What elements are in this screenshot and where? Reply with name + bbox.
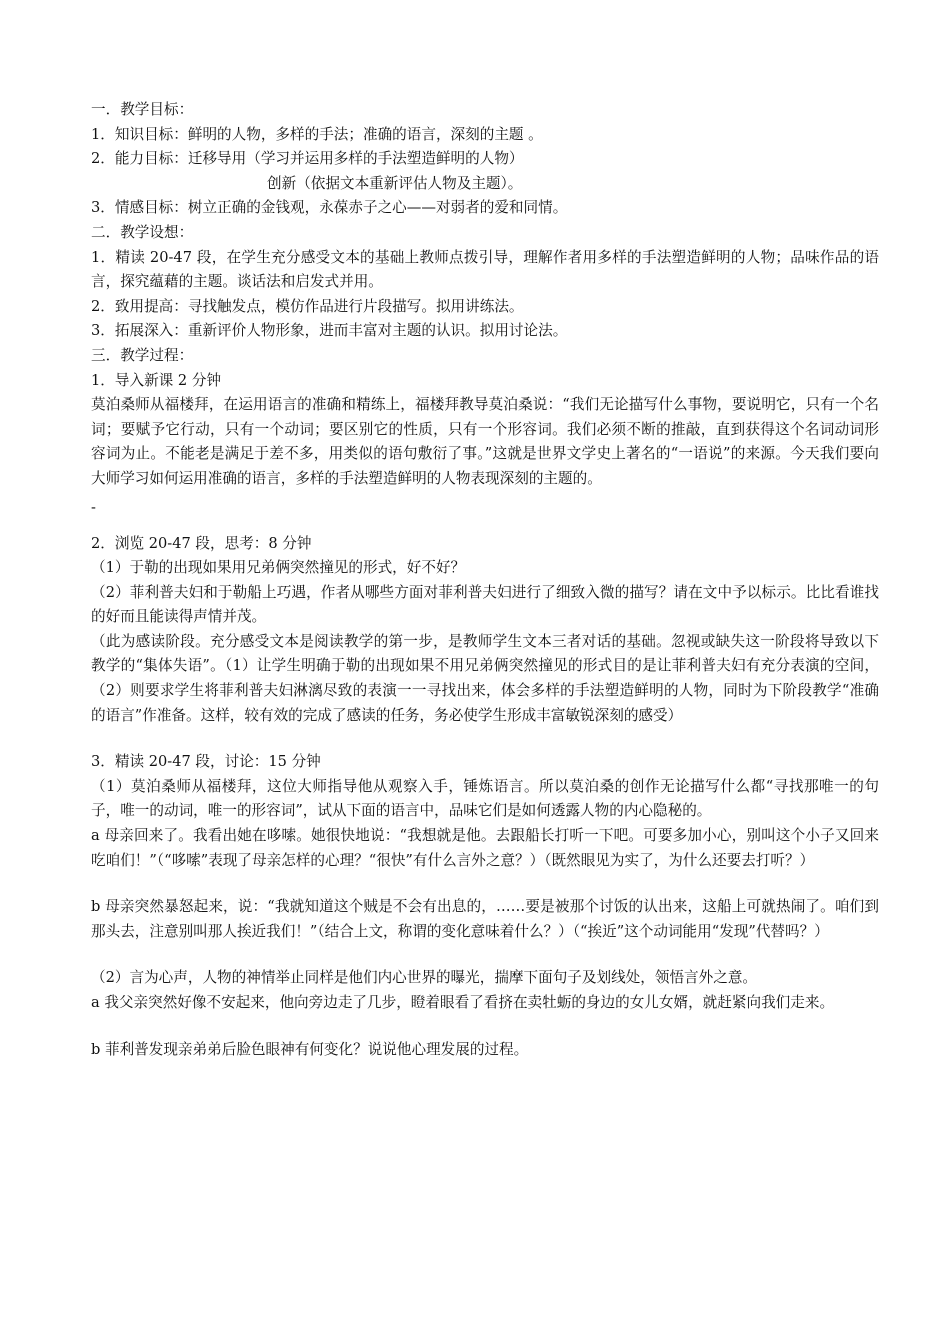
step1-text: 莫泊桑师从福楼拜，在运用语言的准确和精练上，福楼拜教导莫泊桑说：“我们无论描写什么事物，要说明它，只有一个名词；要赋予它行动，只有一个动词；要区别它的性质，只有一个形容词。我们必须不断的推敲，直到获得这个名词动词形容词为止。不能老是满足于差不多，用类似的语句敷衍了事。”这就是世界文学史上著名的“一语说”的来源。今天我们要向大师学习如何运用准确的语言，多样的手法塑造鲜明的人物表现深刻的主题的。 — [91, 396, 879, 487]
step2-question-1: （1）于勒的出现如果用兄弟俩突然撞见的形式，好不好？ — [91, 559, 466, 577]
step2-question-2: （2）菲利普夫妇和于勒船上巧遇，作者从哪些方面对菲利普夫妇进行了细致入微的描写？请在文中予以标示。比比看谁找的好而且能读得声情并茂。 — [91, 583, 879, 626]
step2-note: （此为感读阶段。充分感受文本是阅读教学的第一步，是教师学生文本三者对话的基础。忽视或缺失这一阶段将导致以下教学的“集体失语”。（1）让学生明确于勒的出现如果不用兄弟俩突然撞见的形式目的是让菲利普夫妇有充分表演的空间，（2）则要求学生将菲利普夫妇淋漓尽致的表演一一寻找出来，体会多样的手法塑造鲜明的人物，同时为下阶段教学“准确的语言”作准备。这样，较有效的完成了感读的任务，务必使学生形成丰富敏锐深刻的感受） — [91, 632, 879, 724]
step3-title: 3．精读 20-47 段，讨论：15 分钟 — [91, 753, 321, 771]
step3-example-a: a 母亲回来了。我看出她在哆嗦。她很快地说：“我想就是他。去跟船长打听一下吧。可要多加小心，别叫这个小子又回来吃咱们！”（“哆嗦”表现了母亲怎样的心理？“很快”有什么言外之意？）（既然眼见为实了，为什么还要去打听？） — [91, 827, 879, 869]
separator-dash: - — [91, 498, 96, 516]
goal-ability: 2．能力目标：迁移导用（学习并运用多样的手法塑造鲜明的人物） — [91, 150, 524, 168]
step3-question-2-example-b: b 菲利普发现亲弟弟后脸色眼神有何变化？说说他心理发展的过程。 — [91, 1040, 529, 1058]
goal-knowledge: 1．知识目标：鲜明的人物，多样的手法；准确的语言，深刻的主题 。 — [91, 125, 543, 143]
step3-question-2-example-a: a 我父亲突然好像不安起来，他向旁边走了几步，瞪着眼看了看挤在卖牡蛎的身边的女儿女婿，就赶紧向我们走来。 — [91, 994, 835, 1011]
design-item-2: 2．致用提高：寻找触发点，模仿作品进行片段描写。拟用讲练法。 — [91, 297, 524, 315]
design-item-3: 3．拓展深入：重新评价人物形象，进而丰富对主题的认识。拟用讨论法。 — [91, 322, 568, 340]
goal-ability-continued: 创新（依据文本重新评估人物及主题）。 — [267, 174, 523, 192]
design-item-1: 1．精读 20-47 段，在学生充分感受文本的基础上教师点拨引导，理解作者用多样的手法塑造鲜明的人物；品味作品的语言，探究蕴藉的主题。谈话法和启发式并用。 — [91, 248, 879, 291]
section-heading-goals: 一．教学目标： — [91, 101, 194, 118]
step2-title: 2．浏览 20-47 段，思考：8 分钟 — [91, 534, 312, 552]
step1-title: 1．导入新课 2 分钟 — [91, 371, 222, 389]
step3-example-b: b 母亲突然暴怒起来，说：“我就知道这个贼是不会有出息的，……要是被那个讨饭的认出来，这船上可就热闹了。咱们到那头去，注意别叫那人挨近我们！”（结合上文，称谓的变化意味着什么？）（“挨近”这个动词能用“发现”代替吗？） — [91, 898, 879, 940]
section-heading-process: 三．教学过程： — [91, 346, 194, 364]
section-heading-design: 二．教学设想： — [91, 223, 194, 241]
document-body — [91, 98, 879, 1062]
step3-question-1: （1）莫泊桑师从福楼拜，这位大师指导他从观察入手，锤炼语言。所以莫泊桑的创作无论描写什么都“寻找那唯一的句子，唯一的动词，唯一的形容词”，试从下面的语言中，品味它们是如何透露人物的内心隐秘的。 — [91, 777, 879, 820]
step3-question-2: （2）言为心声，人物的神情举止同样是他们内心世界的曝光，揣摩下面句子及划线处，领悟言外之意。 — [91, 969, 758, 987]
goal-emotion: 3．情感目标：树立正确的金钱观，永葆赤子之心——对弱者的爱和同情。 — [91, 199, 568, 217]
